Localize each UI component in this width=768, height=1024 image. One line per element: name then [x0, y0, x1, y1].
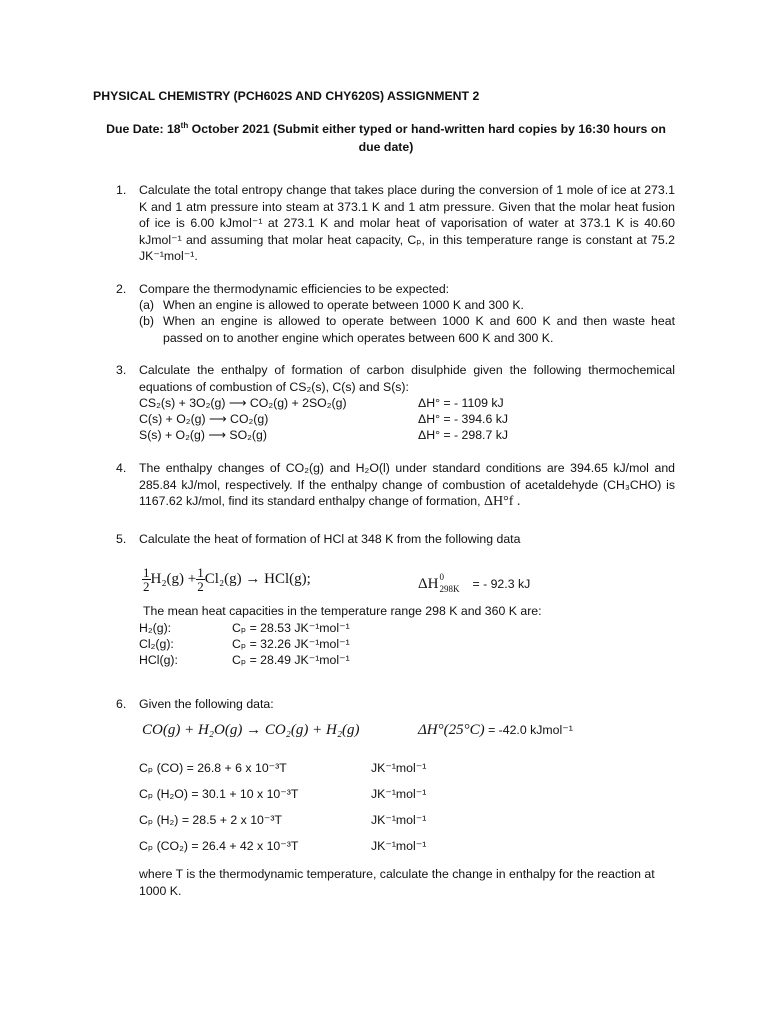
- delta-h-value: = -42.0 kJmol⁻¹: [488, 723, 573, 737]
- heat-capacity-expression: Cₚ (CO₂) = 26.4 + 42 x 10⁻³T: [139, 839, 299, 853]
- question-number: 6.: [116, 697, 127, 711]
- part-a-label: (a): [139, 298, 155, 312]
- question-number: 5.: [116, 532, 127, 546]
- assignment-title: PHYSICAL CHEMISTRY (PCH602S AND CHY620S) ASSIGNMENT 2: [93, 89, 480, 103]
- reaction-enthalpy: [418, 722, 573, 739]
- heat-capacity: Cₚ = 28.53 JK⁻¹mol⁻¹: [232, 621, 350, 635]
- hydrogen-term: H₂(g) +: [150, 570, 197, 587]
- reaction-equation: [142, 566, 311, 593]
- part-b-text: When an engine is allowed to operate between 1000 K and 600 K and then waste heat passed on to another engine which operates between 600 K and 300 K.: [163, 314, 675, 345]
- heat-capacity-expression: Cₚ (H₂) = 28.5 + 2 x 10⁻³T: [139, 813, 282, 827]
- question-text: Compare the thermodynamic efficiencies to be expected:: [139, 282, 450, 296]
- species-label: Cl₂(g):: [139, 637, 174, 651]
- enthalpy-2: ΔH° = - 394.6 kJ: [418, 412, 509, 426]
- question-text: Calculate the total entropy change that takes place during the conversion of 1 mole of ice at 273.1 K and 1 atm pressure into steam at 373.1 K and 1 atm pressure. Given that the molar heat fusion of ice is 6.00 kJmol⁻¹ at 273.1 K and molar heat of vaporisation of water at 373.1 K is 40.60 kJmol⁻¹ and assuming that molar heat capacity, Cₚ, in this temperature range is constant at 75.2 JK⁻¹mol⁻¹.: [139, 183, 675, 263]
- heat-capacity-expression: Cₚ (CO) = 26.8 + 6 x 10⁻³T: [139, 761, 287, 775]
- enthalpy-3: ΔH° = - 298.7 kJ: [418, 428, 509, 442]
- heat-capacity-unit: JK⁻¹mol⁻¹: [371, 787, 427, 801]
- heat-capacity-unit: JK⁻¹mol⁻¹: [371, 839, 427, 853]
- due-date: [96, 120, 676, 156]
- delta-h: ΔH°(25°C): [418, 722, 485, 738]
- enthalpy-formation-symbol: ΔH°f .: [483, 494, 521, 509]
- heat-capacity-expression: Cₚ (H₂O) = 30.1 + 10 x 10⁻³T: [139, 787, 299, 801]
- delta-h: ΔH: [418, 576, 439, 592]
- heat-capacity: Cₚ = 32.26 JK⁻¹mol⁻¹: [232, 637, 350, 651]
- equation-1: CS₂(s) + 3O₂(g) ⟶ CO₂(g) + 2SO₂(g): [139, 396, 347, 410]
- delta-h-sub: 298K: [439, 584, 460, 594]
- delta-h-sup: 0: [439, 572, 444, 582]
- due-sup: th: [180, 120, 189, 130]
- reaction-enthalpy: [418, 572, 531, 594]
- question-text: Calculate the enthalpy of formation of carbon disulphide given the following thermochemical equations of combustion of CS₂(s), C(s) and S(s):: [139, 363, 675, 394]
- equation-3: S(s) + O₂(g) ⟶ SO₂(g): [139, 428, 267, 442]
- cp-intro: The mean heat capacities in the temperature range 298 K and 360 K are:: [143, 604, 542, 618]
- half-fraction: $\frac{1}{2}$: [197, 565, 204, 594]
- part-b-label: (b): [139, 314, 155, 328]
- half-fraction: $\frac{1}{2}$: [143, 565, 150, 594]
- question-number: 4.: [116, 461, 127, 475]
- heat-capacity-unit: JK⁻¹mol⁻¹: [371, 813, 427, 827]
- question-number: 3.: [116, 363, 127, 377]
- question-number: 1.: [116, 183, 127, 197]
- due-prefix: Due Date: 18: [106, 122, 181, 136]
- part-a-text: When an engine is allowed to operate between 1000 K and 300 K.: [163, 298, 524, 312]
- closing-text: where T is the thermodynamic temperature, calculate the change in enthalpy for the reaction at 1000 K.: [139, 867, 655, 898]
- question-body: The enthalpy changes of CO₂(g) and H₂O(l) under standard conditions are 394.65 kJ/mol and 285.84 kJ/mol, respectively. If the enthalpy change of combustion of acetaldehyde (CH₃CHO) is 1167.62 kJ/mol, find its standard enthalpy change of formation,: [139, 461, 675, 508]
- due-rest: October 2021 (Submit either typed or hand-written hard copies by 16:30 hours on due date): [188, 122, 666, 154]
- question-text: Given the following data:: [139, 697, 274, 711]
- chlorine-term: Cl₂(g) → HCl(g);: [204, 570, 311, 587]
- question-text: [139, 460, 675, 511]
- enthalpy-1: ΔH° = - 1109 kJ: [418, 396, 504, 410]
- species-label: HCl(g):: [139, 653, 178, 667]
- equation-2: C(s) + O₂(g) ⟶ CO₂(g): [139, 412, 269, 426]
- heat-capacity-unit: JK⁻¹mol⁻¹: [371, 761, 427, 775]
- species-label: H₂(g):: [139, 621, 172, 635]
- question-text: Calculate the heat of formation of HCl at 348 K from the following data: [139, 532, 521, 546]
- delta-h-value: = - 92.3 kJ: [472, 577, 531, 591]
- reaction-equation: CO(g) + H₂O(g) → CO₂(g) + H₂(g): [142, 722, 360, 738]
- question-number: 2.: [116, 282, 127, 296]
- heat-capacity: Cₚ = 28.49 JK⁻¹mol⁻¹: [232, 653, 350, 667]
